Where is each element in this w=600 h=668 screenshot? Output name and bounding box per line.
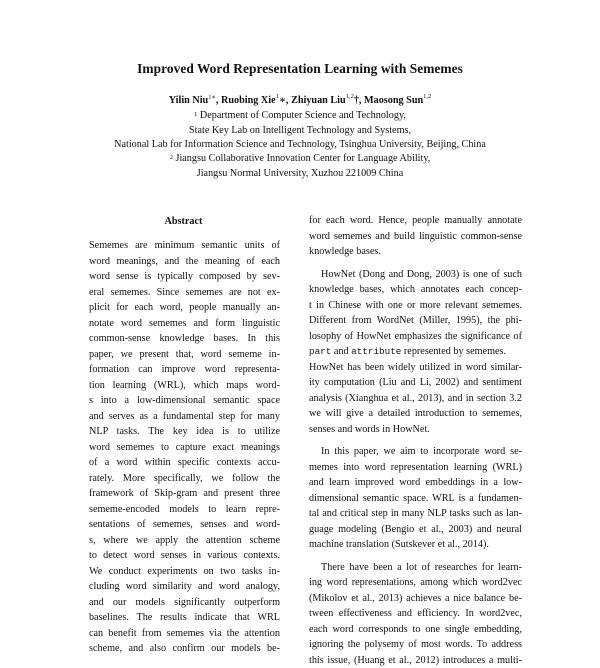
abstract-line: and our models significantly outperform [89, 595, 280, 611]
body-line: dimensional semantic space. WRL is a fundamen- [309, 491, 522, 507]
abstract-line: Sememes are minimum semantic units of [89, 238, 280, 254]
abstract-line: We conduct experiments on two tasks in- [89, 564, 280, 580]
abstract-line: sentations of sememes, senses and word- [89, 517, 280, 533]
author-mark: 1 [276, 93, 279, 100]
body-line: HowNet has been widely utilized in word similar- [309, 360, 522, 376]
body-line: we will give a detailed introduction to sememes, [309, 406, 522, 422]
author-name: Zhiyuan Liu [291, 95, 346, 106]
abstract-line: can benefit from sememes via the attention [89, 626, 280, 642]
affiliation-text: Jiangsu Collaborative Innovation Center for Language Ability, [173, 153, 430, 164]
body-line: Different from WordNet (Miller, 1995), the phi- [309, 313, 522, 329]
abstract-line: formation can improve word representa- [89, 362, 280, 378]
author-name: Maosong Sun [364, 95, 423, 106]
body-line: senses and words in HowNet. [309, 422, 522, 438]
body-line: machine translation (Sutskever et al., 2014). [309, 537, 522, 553]
author-sep: ∗, [279, 95, 291, 106]
code-term: part [309, 346, 331, 357]
abstract-line: rately. More specifically, we follow the [89, 471, 280, 487]
author-mark: 1,2 [346, 93, 354, 100]
affiliation-mark: 2 [170, 154, 173, 161]
abstract-body [89, 238, 280, 657]
body-line: ity computation (Liu and Li, 2002) and sentiment [309, 375, 522, 391]
abstract-line: NLP tasks. The key idea is to utilize [89, 424, 280, 440]
affiliation-text: National Lab for Information Science and Technology, Tsinghua University, Beijing, China [114, 139, 486, 150]
affiliation-text: Department of Computer Science and Technology, [197, 110, 406, 121]
abstract-line: of a word within specific contexts accu- [89, 455, 280, 471]
body-line: tal and critical step in many NLP tasks such as lan- [309, 506, 522, 522]
body-line: tween effectiveness and efficiency. In word2vec, [309, 606, 522, 622]
body-line: HowNet (Dong and Dong, 2003) is one of such [309, 267, 522, 283]
body-line: guage modeling (Bengio et al., 2003) and neural [309, 522, 522, 538]
body-line: (Mikolov et al., 2013) achieves a nice balance be- [309, 591, 522, 607]
body-line: In this paper, we aim to incorporate word se- [309, 444, 522, 460]
body-line: ing word representations, among which word2vec [309, 575, 522, 591]
abstract-line: common-sense knowledge bases. In this [89, 331, 280, 347]
body-line: losophy of HowNet emphasizes the significance of [309, 329, 522, 345]
author-name: Yilin Niu [169, 95, 209, 106]
author-mark: 1∗ [208, 94, 216, 101]
author-name: Ruobing Xie [221, 95, 276, 106]
body-line: t in Chinese with one or more relevant sememes. [309, 298, 522, 314]
abstract-line: s into a low-dimensional semantic space [89, 393, 280, 409]
abstract-line: cluding word similarity and word analogy, [89, 579, 280, 595]
abstract-heading: Abstract [88, 216, 279, 227]
abstract-line: word meanings, and the meaning of each [89, 254, 280, 270]
affiliation-text: State Key Lab on Intelligent Technology and Systems, [189, 125, 411, 136]
abstract-line: notate word sememes and form linguistic [89, 316, 280, 332]
abstract-line: baselines. The results indicate that WRL [89, 610, 280, 626]
abstract-line: tion learning (WRL), which maps word- [89, 378, 280, 394]
affiliation-line [0, 108, 600, 123]
abstract-line: plicit for each word, people manually an- [89, 300, 280, 316]
author-line [0, 94, 600, 106]
body-line: each word corresponds to one single embedding, [309, 622, 522, 638]
body-text: and [331, 346, 351, 357]
abstract-line: word sememes to capture exact meanings [89, 440, 280, 456]
abstract-line: s, where we apply the attention scheme [89, 533, 280, 549]
abstract-line: word sense is typically composed by sev- [89, 269, 280, 285]
affiliation-mark: 1 [194, 111, 197, 118]
author-mark: 1,2 [423, 93, 431, 100]
body-text: represented by sememes. [401, 346, 506, 357]
body-line: There have been a lot of researches for learn- [309, 560, 522, 576]
abstract-line: scheme, and also confirm our models be- [89, 641, 280, 657]
body-line: analysis (Xianghua et al., 2013), and in section 3.2 [309, 391, 522, 407]
abstract-line: paper, we present that, word sememe in- [89, 347, 280, 363]
abstract-line: to detect word senses in various contexts. [89, 548, 280, 564]
affiliation-line [0, 137, 600, 152]
affiliation-text: Jiangsu Normal University, Xuzhou 221009 China [197, 168, 403, 179]
abstract-line: sememe-encoded models to learn repre- [89, 502, 280, 518]
body-line: for each word. Hence, people manually annotate [309, 213, 522, 229]
body-line-code [309, 344, 522, 360]
abstract-line: framework of Skip-gram and present three [89, 486, 280, 502]
code-term: attribute [351, 346, 401, 357]
affiliation-line [0, 123, 600, 138]
author-sep: †, [354, 95, 364, 106]
body-line: word sememes and build linguistic common-sense [309, 229, 522, 245]
body-line: knowledge bases, which annotates each concep- [309, 282, 522, 298]
abstract-line: and serves as a fundamental step for many [89, 409, 280, 425]
paper-title: Improved Word Representation Learning with Sememes [0, 61, 600, 77]
body-line: this issue, (Huang et al., 2012) introduces a multi- [309, 653, 522, 668]
body-line: memes into word representation learning (WRL) [309, 460, 522, 476]
body-line: ignoring the polysemy of most words. To address [309, 637, 522, 653]
body-line: knowledge bases. [309, 244, 522, 260]
abstract-line: eral sememes. Since sememes are not ex- [89, 285, 280, 301]
body-line: and learn improved word embeddings in a low- [309, 475, 522, 491]
affiliation-line [0, 166, 600, 181]
affiliation-line [0, 151, 600, 166]
author-sep: , [216, 95, 221, 106]
